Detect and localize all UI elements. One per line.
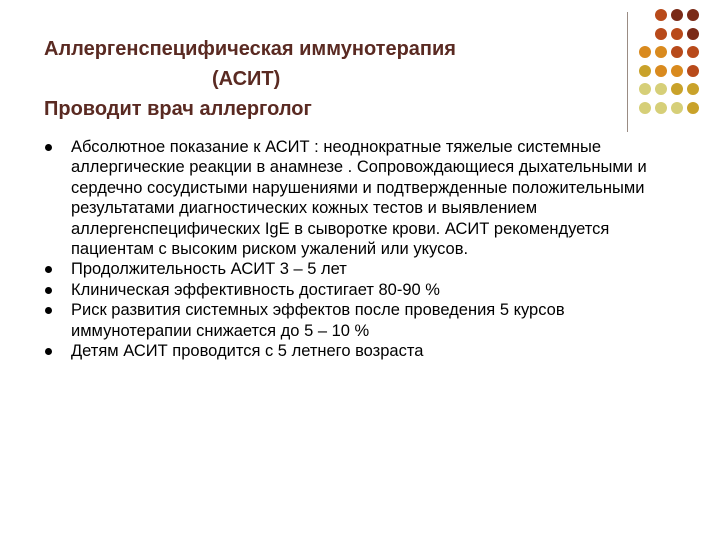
decorative-dot [655,28,667,40]
decorative-dot [671,65,683,77]
decorative-dot [671,83,683,95]
decorative-dot [655,65,667,77]
decorative-dot [655,102,667,114]
bullet-list [44,137,674,361]
decorative-dot [639,83,651,95]
decorative-dot [639,46,651,58]
bullet-item-risk [44,300,674,341]
bullet-dot-icon [45,287,52,294]
bullet-dot-icon [45,144,52,151]
bullet-item-duration [44,259,674,279]
decorative-dot [655,9,667,21]
decorative-dot [687,28,699,40]
vertical-divider [627,12,628,132]
bullet-item-indication [44,137,674,259]
decorative-dot [655,83,667,95]
bullet-dot-icon [45,266,52,273]
title-line-abbreviation: (АСИТ) [212,68,281,90]
bullet-dot-icon [45,307,52,314]
bullet-text: Продолжительность АСИТ 3 – 5 лет [71,260,347,279]
decorative-dot [671,28,683,40]
slide-title [44,34,604,124]
bullet-text: Абсолютное показание к АСИТ : неоднократные тяжелые системные аллергические реакции в анамнезе . Сопровождающиеся дыхательными и сердечно сосудистыми нарушениями и подтвержденные положительными результатами диагностических кожных тестов и выявлением аллергенспецифических IgE в сыворотке крови. АСИТ рекомендуется пациентам с высоким риском ужалений или укусов. [71,138,647,259]
decorative-dot [687,46,699,58]
decorative-dot [655,46,667,58]
bullet-text: Риск развития системных эффектов после проведения 5 курсов иммунотерапии снижается до 5 – 10 % [71,301,565,340]
decorative-dot [687,102,699,114]
bullet-text: Клиническая эффективность достигает 80-90 % [71,280,440,299]
decorative-dot [687,83,699,95]
decorative-dot [671,102,683,114]
decorative-dot [671,9,683,21]
bullet-item-children [44,341,674,361]
bullet-item-efficacy [44,280,674,300]
decorative-dot [639,65,651,77]
decorative-dot [671,46,683,58]
decorative-dot [687,65,699,77]
decorative-dot-grid [639,9,719,109]
decorative-dot [687,9,699,21]
bullet-text: Детям АСИТ проводится с 5 летнего возраста [71,342,424,361]
decorative-dot [639,102,651,114]
title-line-main: Аллергенспецифическая иммунотерапия [44,38,456,60]
title-line-subtitle: Проводит врач аллерголог [44,98,312,120]
bullet-dot-icon [45,348,52,355]
